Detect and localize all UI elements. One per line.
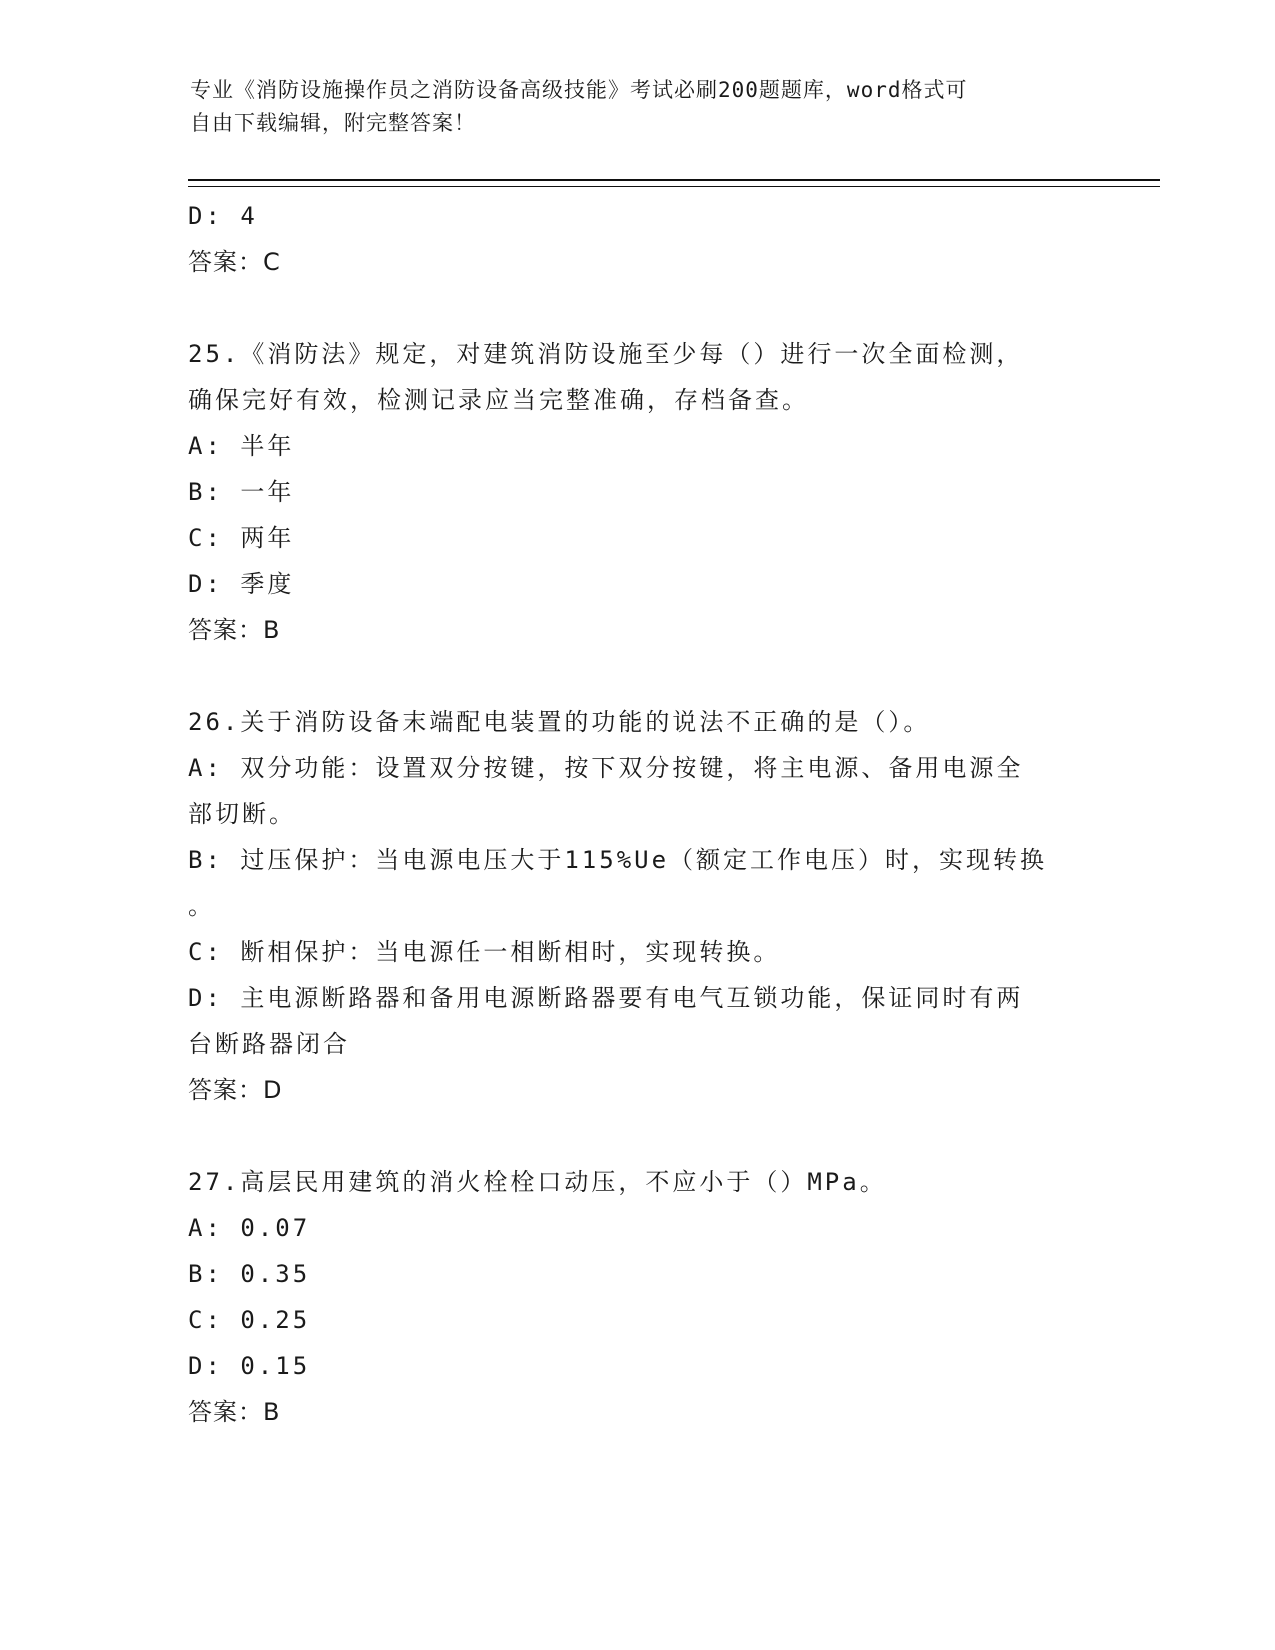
option-d: D: 季度 bbox=[188, 570, 295, 598]
answer: 答案：B bbox=[188, 616, 281, 644]
option-c: C: 0.25 bbox=[188, 1306, 311, 1334]
question-stem: 25.《消防法》规定，对建筑消防设施至少每（）进行一次全面检测， bbox=[188, 340, 1024, 368]
option-a-cont: 部切断。 bbox=[188, 800, 296, 828]
answer: 答案：C bbox=[188, 248, 281, 276]
option-d: D: 主电源断路器和备用电源断路器要有电气互锁功能，保证同时有两 bbox=[188, 984, 1024, 1012]
page-header bbox=[190, 74, 1090, 140]
option-a: A: 0.07 bbox=[188, 1214, 311, 1242]
answer: 答案：D bbox=[188, 1076, 283, 1104]
option-d: D: 4 bbox=[188, 202, 258, 230]
question-stem: 27.高层民用建筑的消火栓栓口动压，不应小于（）MPa。 bbox=[188, 1168, 887, 1196]
option-b: B: 0.35 bbox=[188, 1260, 311, 1288]
option-c: C: 断相保护：当电源任一相断相时，实现转换。 bbox=[188, 938, 781, 966]
answer: 答案：B bbox=[188, 1398, 281, 1426]
question-24-tail bbox=[188, 193, 1088, 285]
spacer bbox=[188, 653, 1088, 699]
option-b: B: 一年 bbox=[188, 478, 295, 506]
option-d: D: 0.15 bbox=[188, 1352, 311, 1380]
spacer bbox=[188, 285, 1088, 331]
question-27 bbox=[188, 1159, 1088, 1435]
question-list bbox=[188, 193, 1088, 1435]
question-25 bbox=[188, 331, 1088, 653]
question-26 bbox=[188, 699, 1088, 1113]
option-c: C: 两年 bbox=[188, 524, 295, 552]
option-a: A: 双分功能：设置双分按键，按下双分按键，将主电源、备用电源全 bbox=[188, 754, 1024, 782]
header-divider bbox=[188, 179, 1160, 187]
spacer bbox=[188, 1113, 1088, 1159]
option-a: A: 半年 bbox=[188, 432, 295, 460]
header-title-line-1: 专业《消防设施操作员之消防设备高级技能》考试必刷200题题库，word格式可 bbox=[190, 78, 968, 102]
option-b-cont: 。 bbox=[188, 892, 215, 920]
option-b: B: 过压保护：当电源电压大于115%Ue（额定工作电压）时，实现转换 bbox=[188, 846, 1048, 874]
header-title-line-2: 自由下载编辑，附完整答案！ bbox=[190, 111, 476, 135]
option-d-cont: 台断路器闭合 bbox=[188, 1030, 350, 1058]
question-stem-cont: 确保完好有效，检测记录应当完整准确，存档备查。 bbox=[188, 386, 809, 414]
question-stem: 26.关于消防设备末端配电装置的功能的说法不正确的是（）。 bbox=[188, 708, 931, 736]
